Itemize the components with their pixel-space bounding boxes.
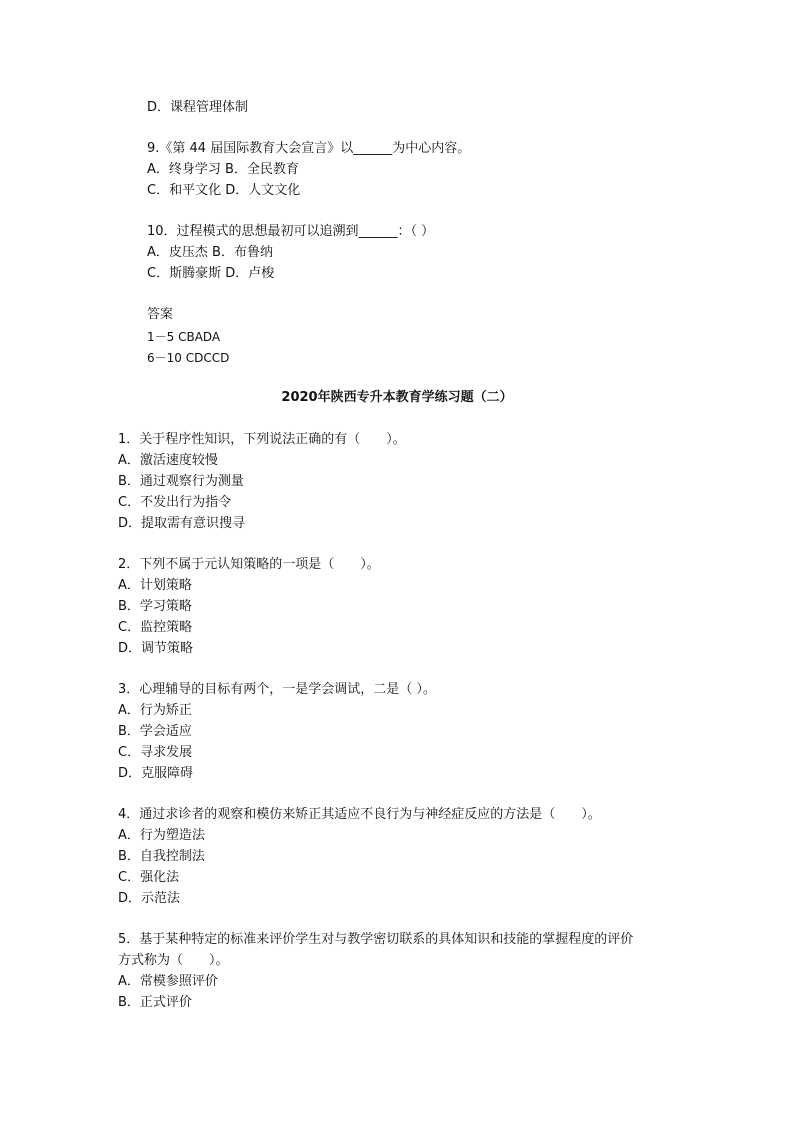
option-b: B．学会适应: [118, 724, 192, 739]
answer-line: 6－10 CDCCD: [147, 351, 230, 365]
question-stem: 10．过程模式的思想最初可以追溯到______：（ ）: [147, 224, 435, 239]
option-b: B．通过观察行为测量: [118, 474, 244, 489]
option-line: C．斯腾豪斯 D．卢梭: [147, 266, 275, 281]
option-a: A．常模参照评价: [118, 974, 218, 989]
option-b: B．学习策略: [118, 599, 192, 614]
option-a: A．激活速度较慢: [118, 453, 218, 468]
option-a: A．计划策略: [118, 578, 192, 593]
question-stem: 5．基于某种特定的标准来评价学生对与教学密切联系的具体知识和技能的掌握程度的评价: [118, 932, 634, 947]
option-a: A．行为塑造法: [118, 828, 205, 843]
answer-line: 1－5 CBADA: [147, 330, 221, 344]
option-c: C．监控策略: [118, 620, 193, 635]
option-b: B．自我控制法: [118, 849, 205, 864]
option-c: C．寻求发展: [118, 745, 193, 760]
option-a: A．行为矫正: [118, 703, 192, 718]
question-stem: 9.《第 44 届国际教育大会宣言》以______为中心内容。: [147, 141, 471, 156]
option-c: C．强化法: [118, 870, 180, 885]
question-stem: 1．关于程序性知识，下列说法正确的有（ ）。: [118, 432, 406, 447]
option-d: D．提取需有意识搜寻: [118, 516, 246, 531]
option-d: D．克服障碍: [118, 766, 194, 781]
option-line: C．和平文化 D．人文文化: [147, 183, 301, 198]
question-stem: 2．下列不属于元认知策略的一项是（ ）。: [118, 557, 380, 572]
question-stem-continued: 方式称为（ ）。: [118, 953, 229, 968]
option-line: A．终身学习 B．全民教育: [147, 162, 299, 177]
option-line: D．课程管理体制: [147, 100, 249, 115]
option-d: D．调节策略: [118, 641, 194, 656]
section-title: 2020年陕西专升本教育学练习题（二）: [281, 390, 513, 405]
option-d: D．示范法: [118, 891, 181, 906]
answer-heading: 答案: [147, 307, 174, 322]
question-stem: 3．心理辅导的目标有两个，一是学会调试，二是（ ）。: [118, 682, 436, 697]
option-c: C．不发出行为指令: [118, 495, 232, 510]
option-line: A．皮压杰 B．布鲁纳: [147, 245, 273, 260]
question-stem: 4．通过求诊者的观察和模仿来矫正其适应不良行为与神经症反应的方法是（ ）。: [118, 807, 601, 822]
option-b: B．正式评价: [118, 995, 192, 1010]
